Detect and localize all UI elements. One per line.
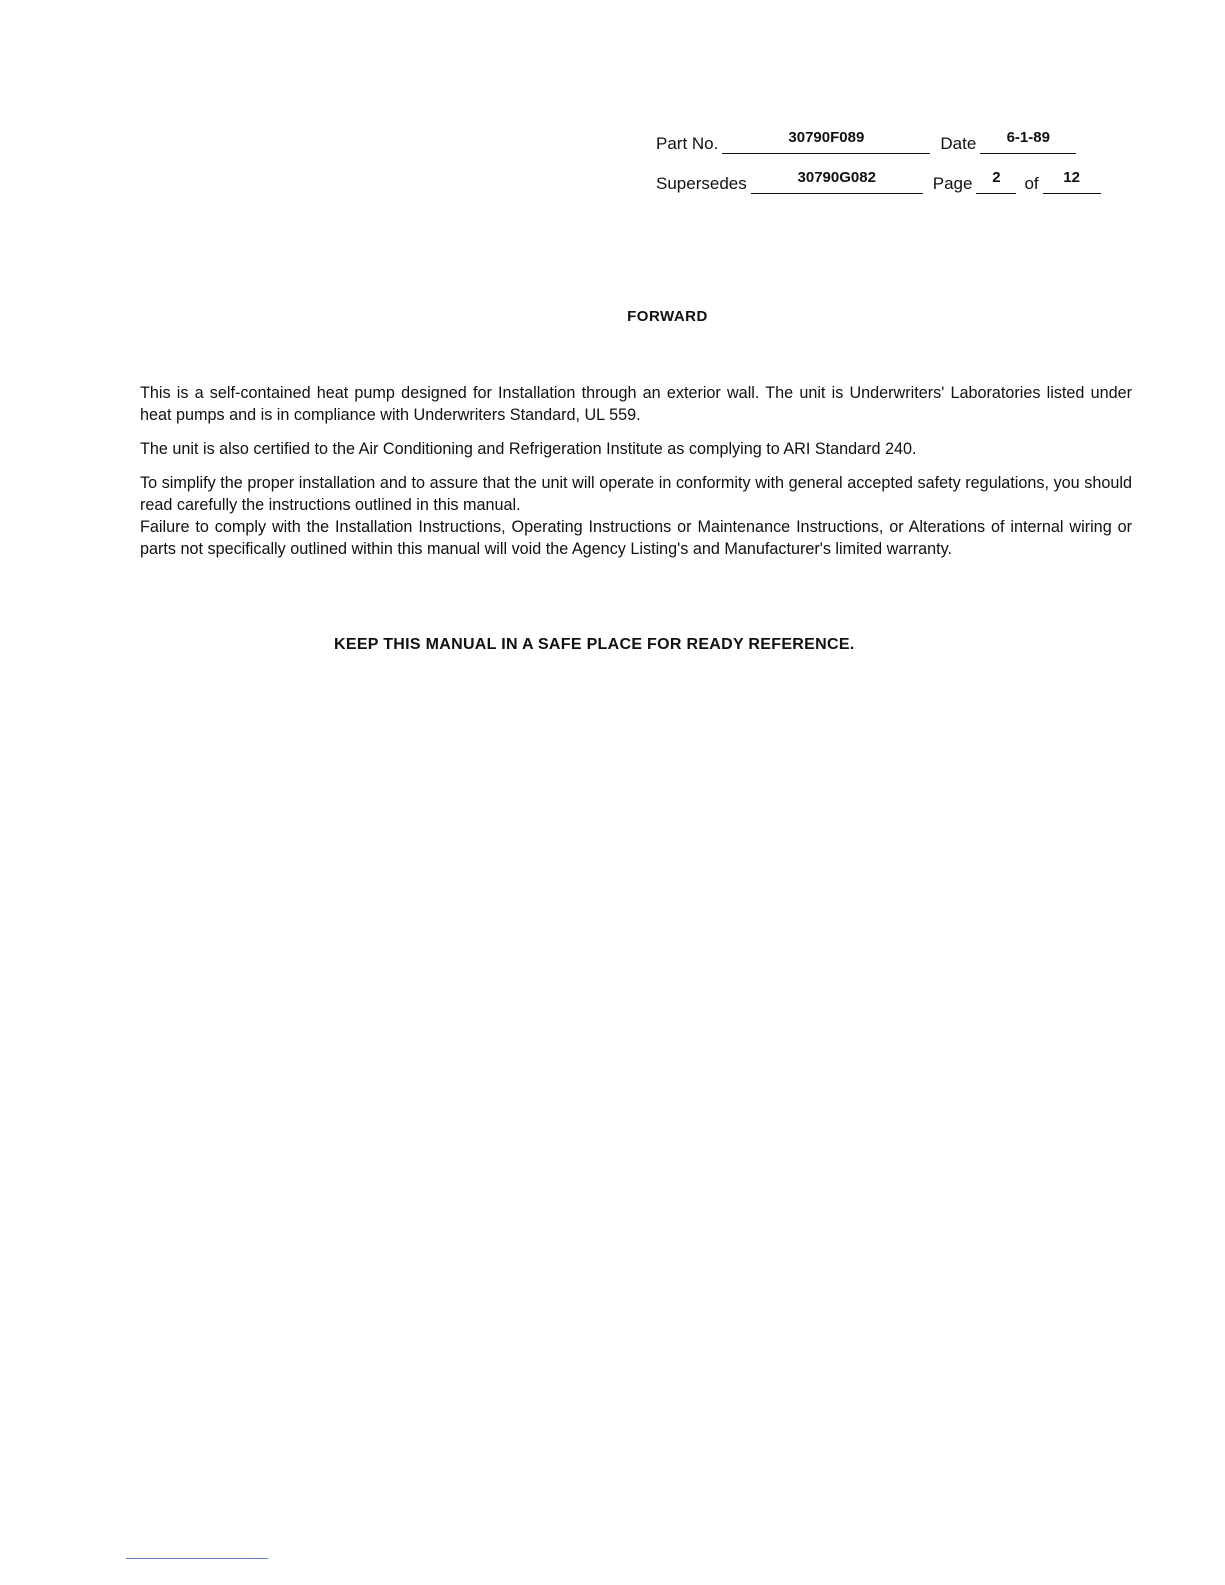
date-label: Date bbox=[940, 134, 977, 153]
supersedes-row bbox=[656, 164, 1166, 194]
of-value: 12 bbox=[1063, 169, 1080, 186]
part-no-value: 30790F089 bbox=[788, 129, 865, 146]
of-field bbox=[1043, 169, 1101, 194]
page-value: 2 bbox=[992, 169, 1001, 186]
safety-notice: KEEP THIS MANUAL IN A SAFE PLACE FOR READY REFERENCE. bbox=[334, 636, 855, 653]
document-header bbox=[656, 124, 1166, 204]
part-no-label: Part No. bbox=[656, 134, 719, 153]
part-no-field bbox=[722, 129, 930, 154]
page-title: FORWARD bbox=[627, 308, 708, 325]
date-field bbox=[980, 129, 1076, 154]
supersedes-field bbox=[751, 169, 923, 194]
of-label: of bbox=[1024, 174, 1039, 193]
footer-divider bbox=[126, 1558, 268, 1559]
page-label: Page bbox=[932, 174, 973, 193]
date-value: 6-1-89 bbox=[1006, 129, 1050, 146]
part-no-row bbox=[656, 124, 1166, 154]
paragraph: To simplify the proper installation and to assure that the unit will operate in conformity with general accepted safety regulations, you should read carefully the instructions outlined in this manual. bbox=[140, 474, 1132, 514]
supersedes-value: 30790G082 bbox=[797, 169, 876, 186]
paragraph: This is a self-contained heat pump designed for Installation through an exterior wall. The unit is Underwriters' Laboratories listed under heat pumps and is in compliance with Underwriters Standard, UL 559. bbox=[140, 384, 1132, 424]
paragraph: The unit is also certified to the Air Conditioning and Refrigeration Institute as complying to ARI Standard 240. bbox=[140, 440, 917, 458]
body-text bbox=[140, 382, 1132, 572]
supersedes-label: Supersedes bbox=[656, 174, 747, 193]
page-field bbox=[976, 169, 1016, 194]
paragraph: Failure to comply with the Installation Instructions, Operating Instructions or Maintenance Instructions, or Alterations of internal wiring or parts not specifically outlined within this manual will void the Agency Listing's and Manufacturer's limited warranty. bbox=[140, 518, 1132, 558]
